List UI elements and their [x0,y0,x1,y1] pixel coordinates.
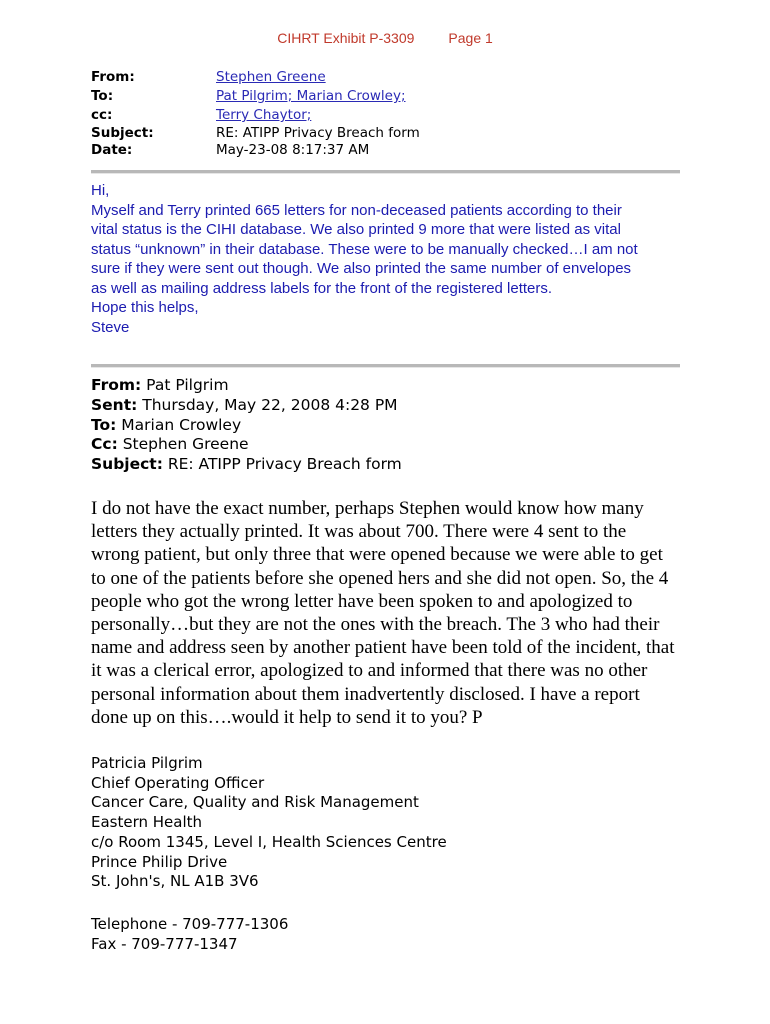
exhibit-stamp [0,30,770,46]
sig-address-1: c/o Room 1345, Level I, Health Sciences Centre [91,832,447,851]
body-line: name and address seen by another patient have been told of the incident, that [91,637,675,659]
fwd-sent-label: Sent: [91,395,138,414]
page-number: Page 1 [448,30,493,46]
fwd-from-row [91,376,402,396]
reply-line: Hope this helps, [91,299,199,316]
sig-fax: Fax - 709-777-1347 [91,934,238,953]
cc-row [91,106,691,125]
reply-line: vital status is the CIHI database. We also printed 9 more that were listed as vital [91,221,621,238]
sig-dept: Cancer Care, Quality and Risk Management [91,793,419,812]
fwd-to-value: Marian Crowley [116,415,242,434]
body-line: personal information about them inadvertently disclosed. I have a report [91,683,640,705]
body-line: letters they actually printed. It was about 700. There were 4 sent to the [91,521,627,543]
sig-title: Chief Operating Officer [91,773,265,792]
body-line: people who got the wrong letter have been spoken to and apologized to [91,590,633,612]
fwd-from-label: From: [91,376,142,394]
fwd-cc-value: Stephen Greene [117,435,249,454]
from-link[interactable]: Stephen Greene [216,69,326,85]
reply-line: Steve [91,318,130,336]
date-row [91,142,691,159]
fwd-subject-value: RE: ATIPP Privacy Breach form [162,455,402,474]
header-divider [91,170,680,174]
reply-line: Hi, [91,182,110,199]
reply-line: Myself and Terry printed 665 letters for non-deceased patients according to their [91,201,622,219]
sig-name: Patricia Pilgrim [91,754,203,772]
reply-line: sure if they were sent out though. We also printed the same number of envelopes [91,260,632,277]
from-row [91,68,691,87]
body-line: wrong patient, but only three that were opened because we were able to get [91,544,663,566]
to-link[interactable]: Pat Pilgrim; Marian Crowley; [216,88,406,104]
email-header [91,68,691,159]
subject-label: Subject: [91,125,154,141]
signature-block [91,754,447,954]
forwarded-message-body [91,497,691,729]
forwarded-header [91,376,402,475]
to-row [91,87,691,106]
fwd-sent-row [91,396,402,416]
fwd-to-label: To: [91,415,117,434]
date-value: May-23-08 8:17:37 AM [216,142,370,158]
sig-address-3: St. John's, NL A1B 3V6 [91,872,259,891]
cc-link[interactable]: Terry Chaytor; [216,107,312,123]
body-line: to one of the patients before she opened hers and she did not open. So, the 4 [91,567,669,589]
body-line: done up on this….would it help to send it to you? P [91,706,483,728]
fwd-cc-label: Cc: [91,435,118,454]
sig-address-2: Prince Philip Drive [91,852,228,871]
fwd-to-row [91,416,402,436]
sig-phone: Telephone - 709-777-1306 [91,914,289,933]
from-label: From: [91,69,135,85]
date-label: Date: [91,142,133,158]
body-line: I do not have the exact number, perhaps Stephen would know how many [91,498,644,519]
subject-row [91,125,691,142]
body-line: personally…but they are not the ones with the breach. The 3 who had their [91,614,660,636]
reply-divider [91,364,680,368]
fwd-cc-row [91,435,402,455]
sig-org: Eastern Health [91,813,203,832]
fwd-from-value: Pat Pilgrim [141,376,229,394]
fwd-sent-value: Thursday, May 22, 2008 4:28 PM [137,395,398,414]
fwd-subject-row [91,455,402,475]
fwd-subject-label: Subject: [91,455,163,474]
reply-line: as well as mailing address labels for the front of the registered letters. [91,279,553,297]
reply-line: status “unknown” in their database. These were to be manually checked…I am not [91,240,638,258]
to-label: To: [91,88,114,104]
body-line: it was a clerical error, apologized to and informed that there was no other [91,660,648,682]
subject-value: RE: ATIPP Privacy Breach form [216,125,420,141]
reply-message [91,181,691,337]
exhibit-label: CIHRT Exhibit P-3309 [277,30,415,46]
cc-label: cc: [91,107,113,123]
sig-spacer [91,892,447,915]
